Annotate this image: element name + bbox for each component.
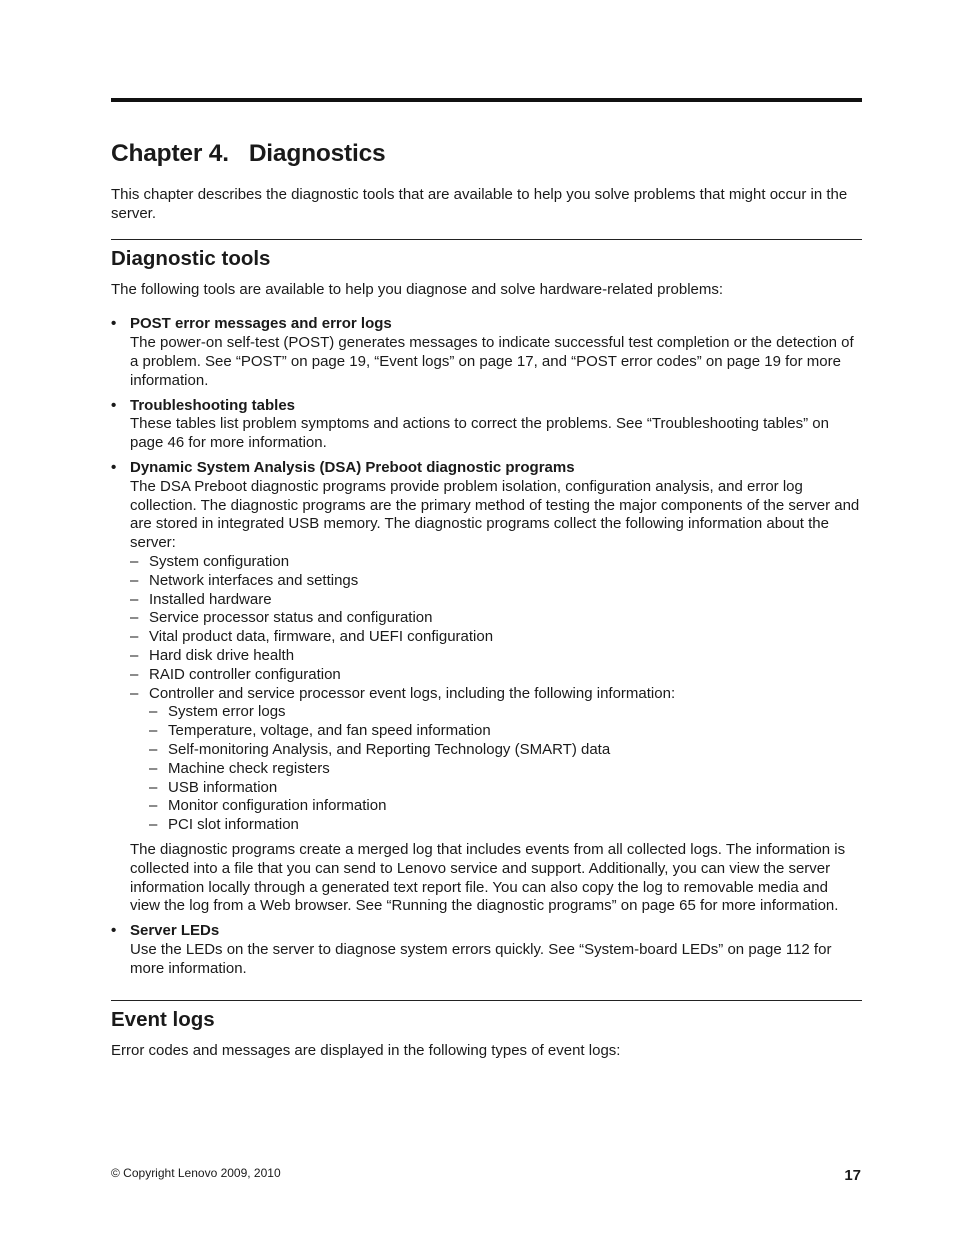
chapter-intro: This chapter describes the diagnostic tools that are available to help you solve problems that might occur in the server. <box>111 186 848 222</box>
dash-list-item: – Temperature, voltage, and fan speed information <box>149 722 491 740</box>
event-log-info-list <box>149 703 862 835</box>
dash-list-item: – Machine check registers <box>149 759 330 777</box>
dash-list-item: – System error logs <box>149 703 286 721</box>
section-lead: The following tools are available to help you diagnose and solve hardware-related problems: <box>111 280 724 298</box>
bullet-glyph: • <box>111 458 117 476</box>
list-item <box>111 922 862 978</box>
dash-list-item: – RAID controller configuration <box>130 665 341 683</box>
dash-list-item: – Controller and service processor event logs, including the following information: – System error logs – Temperature, voltage, and fan speed information – Self-monitoring Analysis, and Reporting Technology (SMART) data – Machine check registers – USB information – Monitor configuration information – PCI slot information <box>130 685 862 835</box>
item-after-text: The diagnostic programs create a merged log that includes events from all collected logs. The information is collected into a file that you can send to Lenovo service and support. Additionally, you can view the server information locally through a generated text report file. You can also copy the log to removable media and view the log from a Web browser. See “Running the diagnostic programs” on page 65 for more information. <box>130 840 846 915</box>
section-rule <box>111 1000 862 1001</box>
list-item <box>111 315 862 390</box>
chapter-top-rule <box>111 98 862 102</box>
section-heading-diagnostic-tools: Diagnostic tools <box>111 246 271 270</box>
list-item <box>111 459 862 916</box>
dash-list-item: – USB information <box>149 778 278 796</box>
dash-list-item: – PCI slot information <box>149 816 299 834</box>
footer-copyright: © Copyright Lenovo 2009, 2010 <box>111 1166 281 1180</box>
dash-list-item: – Service processor status and configuration <box>130 609 433 627</box>
dsa-info-list <box>130 553 862 835</box>
page-number: 17 <box>844 1167 861 1184</box>
dash-list-item: – Self-monitoring Analysis, and Reporting Technology (SMART) data <box>149 740 611 758</box>
dash-list-item: – Installed hardware <box>130 590 272 608</box>
item-body: Use the LEDs on the server to diagnose system errors quickly. See “System-board LEDs” on page 112 for more information. <box>130 940 832 977</box>
item-body: The DSA Preboot diagnostic programs provide problem isolation, configuration analysis, and error log collection. The diagnostic programs are the primary method of testing the major components of the server and are stored in integrated USB memory. The diagnostic programs collect the following information about the server: <box>130 477 860 552</box>
item-title: Troubleshooting tables <box>130 396 296 414</box>
section-rule <box>111 239 862 240</box>
chapter-label: Chapter 4. <box>111 140 229 167</box>
item-title: Server LEDs <box>130 922 220 940</box>
list-item <box>111 397 862 453</box>
chapter-title: Diagnostics <box>248 140 386 167</box>
item-body: These tables list problem symptoms and actions to correct the problems. See “Troubleshooting tables” on page 46 for more information. <box>130 415 829 452</box>
dash-list-item: – Hard disk drive health <box>130 646 295 664</box>
dash-list-item: – Monitor configuration information <box>149 797 387 815</box>
section-heading-event-logs: Event logs <box>111 1008 215 1032</box>
chapter-heading <box>111 138 862 170</box>
bullet-glyph: • <box>111 396 117 414</box>
dash-list-item: – System configuration <box>130 552 290 570</box>
item-title: POST error messages and error logs <box>130 315 392 333</box>
bullet-glyph: • <box>111 315 117 333</box>
bullet-glyph: • <box>111 922 117 940</box>
dash-list-item: – Network interfaces and settings <box>130 571 359 589</box>
page-body <box>111 98 862 1061</box>
item-title: Dynamic System Analysis (DSA) Preboot diagnostic programs <box>130 458 575 476</box>
item-body: The power-on self-test (POST) generates messages to indicate successful test completion or the detection of a problem. See “POST” on page 19, “Event logs” on page 17, and “POST error codes” on page 19 for more information. <box>130 334 854 389</box>
dash-list-item: – Vital product data, firmware, and UEFI configuration <box>130 628 494 646</box>
diagnostic-tools-list <box>111 315 862 978</box>
section-lead: Error codes and messages are displayed in the following types of event logs: <box>111 1042 621 1060</box>
